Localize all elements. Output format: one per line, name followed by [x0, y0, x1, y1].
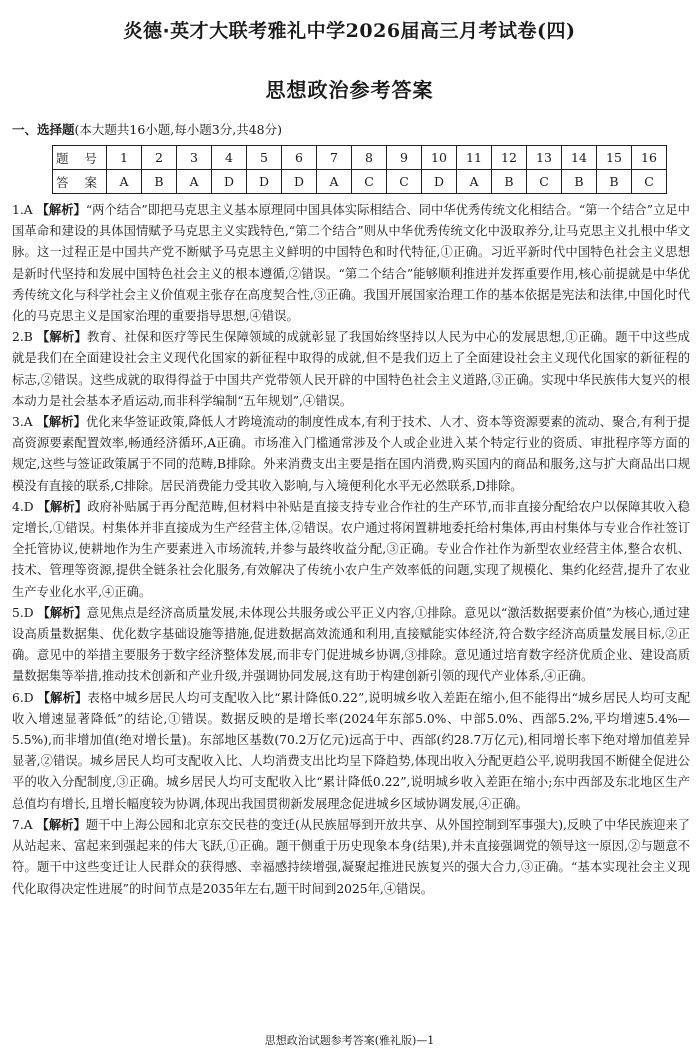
answer-cell: B [597, 170, 632, 194]
explanation-item [12, 815, 690, 900]
answer-cell: B [562, 170, 597, 194]
question-lead: 6.D [12, 690, 34, 705]
answer-cell: C [387, 170, 422, 194]
explanation-item [12, 200, 690, 327]
section-note: (本大题共16小题,每小题3分,共48分) [74, 122, 282, 137]
answer-cell: A [107, 170, 142, 194]
explanation-text: “两个结合”即把马克思主义基本原理同中国具体实际相结合、同中华优秀传统文化相结合。“第一个结合”立足中国革命和建设的具体国情赋予马克思主义实践特色,“第二个结合”则从中华优秀传统文化中汲取养分,让马克思主义扎根中华文脉。这一过程正是中国共产党不断赋予马克思主义鲜明的中国特色和时代特征,①正确。习近平新时代中国特色社会主义思想是新时代坚持和发展中国特色社会主义的根本遵循,②错误。“第二个结合”能够顺利推进并发挥重要作用,核心前提就是中华优秀传统文化与科学社会主义价值观主张存在高度契合性,③正确。我国开展国家治理工作的基本依据是宪法和法律,中国化时代化的马克思主义是国家治理的重要指导思想,④错误。 [12, 203, 690, 324]
analysis-tag: 【解析】 [36, 817, 86, 832]
section-title: 一、选择题 [12, 122, 75, 137]
question-lead: 5.D [12, 605, 34, 620]
question-lead: 4.D [12, 499, 34, 514]
answer-cell: A [177, 170, 212, 194]
question-number-cell: 16 [632, 146, 667, 170]
page-footer: 思想政治试题参考答案(雅礼版)—1 [264, 1034, 435, 1047]
table-row-label-answer: 答 案 [53, 170, 107, 194]
explanation-text: 题干中上海公园和北京东交民巷的变迁(从民族屈辱到开放共享、从外国控制到军事强大),反映了中华民族迎来了从站起来、富起来到强起来的伟大飞跃,①正确。题干侧重于历史现象本身(结果),并未直接强调党的领导这一原因,②与题意不符。题干中这些变迁让人民群众的获得感、幸福感持续增强,凝聚起推进民族复兴的强大合力,③正确。“基本实现社会主义现代化取得决定性进展”的时间节点是2035年左右,题干时间到2025年,④错误。 [12, 817, 690, 896]
question-number-cell: 15 [597, 146, 632, 170]
explanation-item [12, 327, 690, 412]
explanation-text: 优化来华签证政策,降低人才跨境流动的制度性成本,有利于技术、人才、资本等资源要素的流动、聚合,有利于提高资源要素配置效率,畅通经济循环,A正确。市场准入门槛通常涉及个人或企业进入某个特定行业的资质、审批程序等方面的规定,这些与签证政策属于不同的范畴,B排除。外来消费支出主要是指在国内消费,购买国内的商品和服务,这与扩大商品出口规模没有直接的联系,C排除。居民消费能力受其收入影响,与入境便利化水平无必然联系,D排除。 [12, 415, 690, 493]
explanation-item [12, 603, 690, 688]
answer-cell: B [142, 170, 177, 194]
answer-cell: D [282, 170, 317, 194]
answer-table-answer-row [53, 170, 667, 194]
answer-cell: C [527, 170, 562, 194]
question-lead: 3.A [12, 415, 33, 430]
explanation-item [12, 412, 690, 497]
answer-table [52, 145, 667, 194]
analysis-tag: 【解析】 [36, 330, 87, 345]
question-number-cell: 1 [107, 146, 142, 170]
answer-cell: C [632, 170, 667, 194]
question-number-cell: 2 [142, 146, 177, 170]
answer-cell: D [422, 170, 457, 194]
exam-title-text: 雅礼中学2026届高三月考试卷(四) [267, 20, 576, 42]
question-number-cell: 9 [387, 146, 422, 170]
analysis-tag: 【解析】 [36, 203, 86, 217]
explanation-item [12, 497, 690, 603]
question-number-cell: 5 [247, 146, 282, 170]
explanation-item [12, 688, 690, 815]
section-heading [12, 120, 282, 138]
answer-cell: D [247, 170, 282, 194]
exam-title [0, 16, 699, 43]
question-lead: 7.A [12, 817, 33, 832]
analysis-tag: 【解析】 [37, 690, 88, 705]
answer-table-number-row [53, 146, 667, 170]
question-number-cell: 3 [177, 146, 212, 170]
explanations [12, 200, 690, 900]
analysis-tag: 【解析】 [36, 415, 86, 430]
question-number-cell: 4 [212, 146, 247, 170]
explanation-text: 表格中城乡居民人均可支配收入比“累计降低0.22”,说明城乡收入差距在缩小,但不能得出“城乡居民人均可支配收入增速显著降低”的结论,①错误。数据反映的是增长率(2024年东部5.0%、中部5.0%、西部5.2%,平均增速5.4%—5.5%),而非增加值(绝对增长量)。东部地区基数(70.2万亿元)远高于中、西部(约28.7万亿元),相同增长率下绝对增加值差异显著,②错误。城乡居民人均可支配收入比、人均消费支出比均呈下降趋势,体现出收入分配更趋公平,说明我国不断健全促进公平的收入分配制度,③正确。城乡居民人均可支配收入比“累计降低0.22”,说明城乡收入差距在缩小;东中西部及东北地区生产总值均有增长,且增长幅度较为协调,体现出我国贯彻新发展理念促进城乡区域协调发展,④正确。 [12, 690, 690, 811]
analysis-tag: 【解析】 [37, 605, 87, 620]
question-lead: 2.B [12, 330, 33, 345]
answer-cell: C [352, 170, 387, 194]
explanation-text: 意见焦点是经济高质量发展,未体现公共服务或公平正义内容,①排除。意见以“激活数据要素价值”为核心,通过建设高质量数据集、优化数字基础设施等措施,促进数据高效流通和利用,直接赋能实体经济,符合数字经济高质量发展目标,②正确。意见中的举措主要服务于数字经济整体发展,而非专门促进城乡协调,③排除。意见通过培育数字经济优质企业、建设高质量数据集等举措,推动技术创新和产业升级,并强调协同发展,这有助于构建创新引领的现代产业体系,④正确。 [12, 605, 690, 684]
answer-cell: A [457, 170, 492, 194]
answer-cell: D [212, 170, 247, 194]
explanation-text: 教育、社保和医疗等民生保障领域的成就彰显了我国始终坚持以人民为中心的发展思想,①正确。题干中这些成就是我们在全面建设社会主义现代化国家的新征程中取得的成就,但不是我们迈上了全面建设社会主义现代化国家的新征程的标志,②错误。这些成就的取得得益于中国共产党带领人民开辟的中国特色社会主义道路,③正确。实现中华民族伟大复兴的根本动力是社会基本矛盾运动,而非科学编制“五年规划”,④错误。 [12, 330, 690, 408]
answer-cell: A [317, 170, 352, 194]
question-number-cell: 7 [317, 146, 352, 170]
answer-cell: B [492, 170, 527, 194]
question-number-cell: 11 [457, 146, 492, 170]
exam-brand: 炎德·英才大联考 [123, 20, 268, 42]
question-number-cell: 10 [422, 146, 457, 170]
table-row-label-number: 题 号 [53, 146, 107, 170]
explanation-text: 政府补贴属于再分配范畴,但材料中补贴是直接支持专业合作社的生产环节,而非直接分配给农户以保障其收入稳定增长,①错误。村集体并非直接成为生产经营主体,②错误。农户通过将闲置耕地委托给村集体,再由村集体与专业合作社签订全托管协议,使耕地作为生产要素进入市场流转,并参与最终收益分配,③正确。专业合作社作为新型农业经营主体,整合农机、技术、管理等资源,提供全链条社会化服务,有效解决了传统小农户生产效率低的问题,实现了规模化、集约化经营,提升了农业生产专业化水平,④正确。 [12, 499, 690, 599]
analysis-tag: 【解析】 [37, 499, 88, 514]
page-subtitle: 思想政治参考答案 [265, 78, 434, 102]
question-lead: 1.A [12, 203, 33, 217]
question-number-cell: 8 [352, 146, 387, 170]
question-number-cell: 12 [492, 146, 527, 170]
question-number-cell: 14 [562, 146, 597, 170]
question-number-cell: 6 [282, 146, 317, 170]
question-number-cell: 13 [527, 146, 562, 170]
